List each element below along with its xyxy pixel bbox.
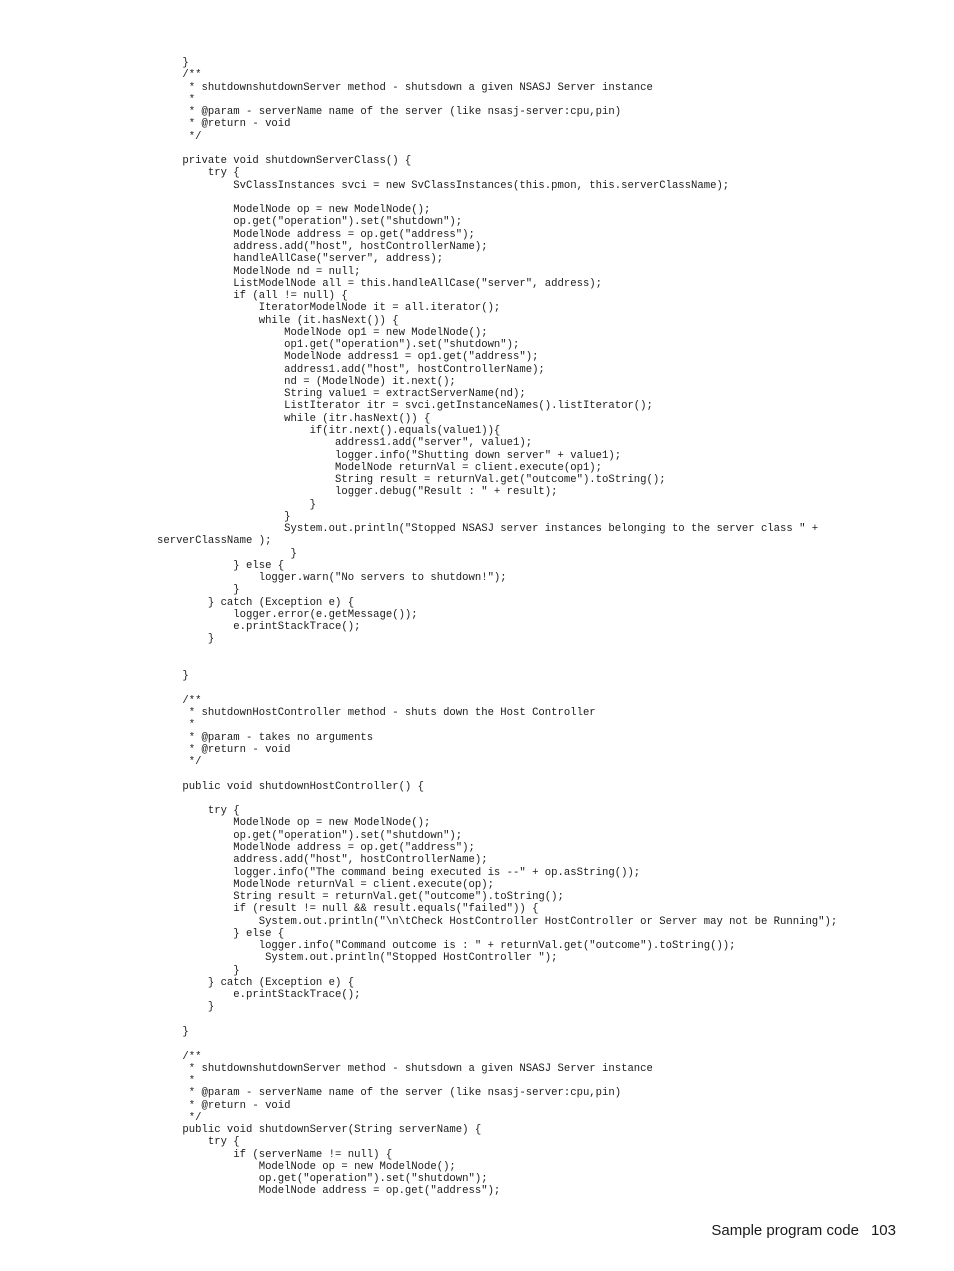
code-line: } else { xyxy=(157,559,285,572)
code-line: } xyxy=(157,633,215,646)
code-line: op.get("operation").set("shutdown"); xyxy=(157,1173,488,1186)
code-line xyxy=(157,192,937,204)
code-line: handleAllCase("server", address); xyxy=(157,253,444,266)
code-line xyxy=(157,646,937,658)
code-line: * @param - takes no arguments xyxy=(157,731,374,744)
code-line: * xyxy=(157,93,196,106)
code-line: System.out.println("\n\tCheck HostController HostController or Server may not be Running"); xyxy=(157,915,838,928)
code-line: SvClassInstances svci = new SvClassInstances(this.pmon, this.serverClassName); xyxy=(157,179,730,192)
code-line xyxy=(157,683,937,695)
code-line: e.printStackTrace(); xyxy=(157,621,361,634)
code-line: } xyxy=(157,670,189,683)
code-line: op.get("operation").set("shutdown"); xyxy=(157,829,463,842)
code-line: if (serverName != null) { xyxy=(157,1148,393,1161)
code-line xyxy=(157,143,937,155)
code-line: ModelNode returnVal = client.execute(op); xyxy=(157,878,494,891)
code-line: String result = returnVal.get("outcome").toString(); xyxy=(157,474,666,487)
code-line: logger.debug("Result : " + result); xyxy=(157,486,558,499)
code-line: } xyxy=(157,964,240,977)
code-line: IteratorModelNode it = all.iterator(); xyxy=(157,302,501,315)
code-line: try { xyxy=(157,167,240,180)
footer-section-title: Sample program code xyxy=(711,1222,859,1239)
code-line: ModelNode op1 = new ModelNode(); xyxy=(157,326,488,339)
page-footer xyxy=(711,1222,896,1239)
page-number: 103 xyxy=(870,1222,896,1239)
code-line: ModelNode address1 = op1.get("address"); xyxy=(157,351,539,364)
code-line: try { xyxy=(157,805,240,818)
code-line: logger.error(e.getMessage()); xyxy=(157,608,418,621)
code-line: * shutdownHostController method - shuts down the Host Controller xyxy=(157,707,596,720)
code-line: op1.get("operation").set("shutdown"); xyxy=(157,339,520,352)
code-line: logger.info("Shutting down server" + value1); xyxy=(157,449,622,462)
code-line: while (itr.hasNext()) { xyxy=(157,412,431,425)
code-line: } xyxy=(157,498,316,511)
code-line: /** xyxy=(157,69,202,82)
code-line: if(itr.next().equals(value1)){ xyxy=(157,424,501,437)
code-line: address1.add("host", hostControllerName); xyxy=(157,363,545,376)
code-line: ModelNode address = op.get("address"); xyxy=(157,228,475,241)
code-line xyxy=(157,793,937,805)
code-line xyxy=(157,658,937,670)
code-line xyxy=(157,1038,937,1050)
code-line: * xyxy=(157,719,196,732)
code-line: ModelNode op = new ModelNode(); xyxy=(157,1160,456,1173)
code-line: logger.info("The command being executed is --" + op.asString()); xyxy=(157,866,641,879)
code-line: * @param - serverName name of the server (like nsasj-server:cpu,pin) xyxy=(157,106,622,119)
code-line: * @return - void xyxy=(157,743,291,756)
code-line: /** xyxy=(157,1050,202,1063)
code-line: logger.warn("No servers to shutdown!"); xyxy=(157,572,507,585)
code-line: address1.add("server", value1); xyxy=(157,437,533,450)
code-line: ModelNode address = op.get("address"); xyxy=(157,842,475,854)
code-line xyxy=(157,768,937,780)
code-line: nd = (ModelNode) it.next(); xyxy=(157,375,456,388)
code-line: if (result != null && result.equals("failed")) { xyxy=(157,903,539,916)
code-line: * xyxy=(157,1075,196,1088)
code-listing xyxy=(157,57,937,1198)
code-line: System.out.println("Stopped HostController "); xyxy=(157,952,558,965)
code-line: public void shutdownHostController() { xyxy=(157,780,425,793)
code-line: address.add("host", hostControllerName); xyxy=(157,854,488,867)
code-line: ModelNode returnVal = client.execute(op1); xyxy=(157,461,603,474)
code-line xyxy=(157,1014,937,1026)
code-line: System.out.println("Stopped NSASJ server instances belonging to the server class " + xyxy=(157,523,819,536)
code-line: } xyxy=(157,547,297,560)
code-line: try { xyxy=(157,1136,240,1149)
code-line: serverClassName ); xyxy=(157,535,272,548)
code-line: /** xyxy=(157,694,202,707)
code-line: ListModelNode all = this.handleAllCase("server", address); xyxy=(157,277,603,290)
code-line: ModelNode nd = null; xyxy=(157,265,361,278)
code-line: private void shutdownServerClass() { xyxy=(157,155,412,168)
code-line: } catch (Exception e) { xyxy=(157,976,355,989)
code-line: * shutdownshutdownServer method - shutsdown a given NSASJ Server instance xyxy=(157,81,653,94)
code-line: ModelNode op = new ModelNode(); xyxy=(157,204,431,217)
code-line: ModelNode op = new ModelNode(); xyxy=(157,817,431,830)
code-line: ModelNode address = op.get("address"); xyxy=(157,1185,501,1198)
code-line: * shutdownshutdownServer method - shutsdown a given NSASJ Server instance xyxy=(157,1062,653,1075)
code-line: ListIterator itr = svci.getInstanceNames().listIterator(); xyxy=(157,400,653,413)
code-line: } else { xyxy=(157,927,285,940)
code-line: e.printStackTrace(); xyxy=(157,989,361,1002)
code-line: } xyxy=(157,1001,215,1014)
code-line: } xyxy=(157,57,189,69)
code-line: String value1 = extractServerName(nd); xyxy=(157,388,526,401)
code-line: if (all != null) { xyxy=(157,290,348,303)
code-line: } catch (Exception e) { xyxy=(157,596,355,609)
code-line: while (it.hasNext()) { xyxy=(157,314,399,327)
code-line: String result = returnVal.get("outcome").toString(); xyxy=(157,891,564,904)
code-line: public void shutdownServer(String serverName) { xyxy=(157,1124,482,1137)
code-line: */ xyxy=(157,130,202,143)
code-line: } xyxy=(157,584,240,597)
code-line: * @return - void xyxy=(157,118,291,131)
code-line: op.get("operation").set("shutdown"); xyxy=(157,216,463,229)
code-line: * @param - serverName name of the server (like nsasj-server:cpu,pin) xyxy=(157,1087,622,1100)
code-line: */ xyxy=(157,1111,202,1124)
code-line: } xyxy=(157,1025,189,1038)
code-line: } xyxy=(157,510,291,523)
code-line: * @return - void xyxy=(157,1099,291,1112)
code-line: logger.info("Command outcome is : " + returnVal.get("outcome").toString()); xyxy=(157,940,736,953)
code-line: */ xyxy=(157,756,202,769)
code-line: address.add("host", hostControllerName); xyxy=(157,240,488,253)
